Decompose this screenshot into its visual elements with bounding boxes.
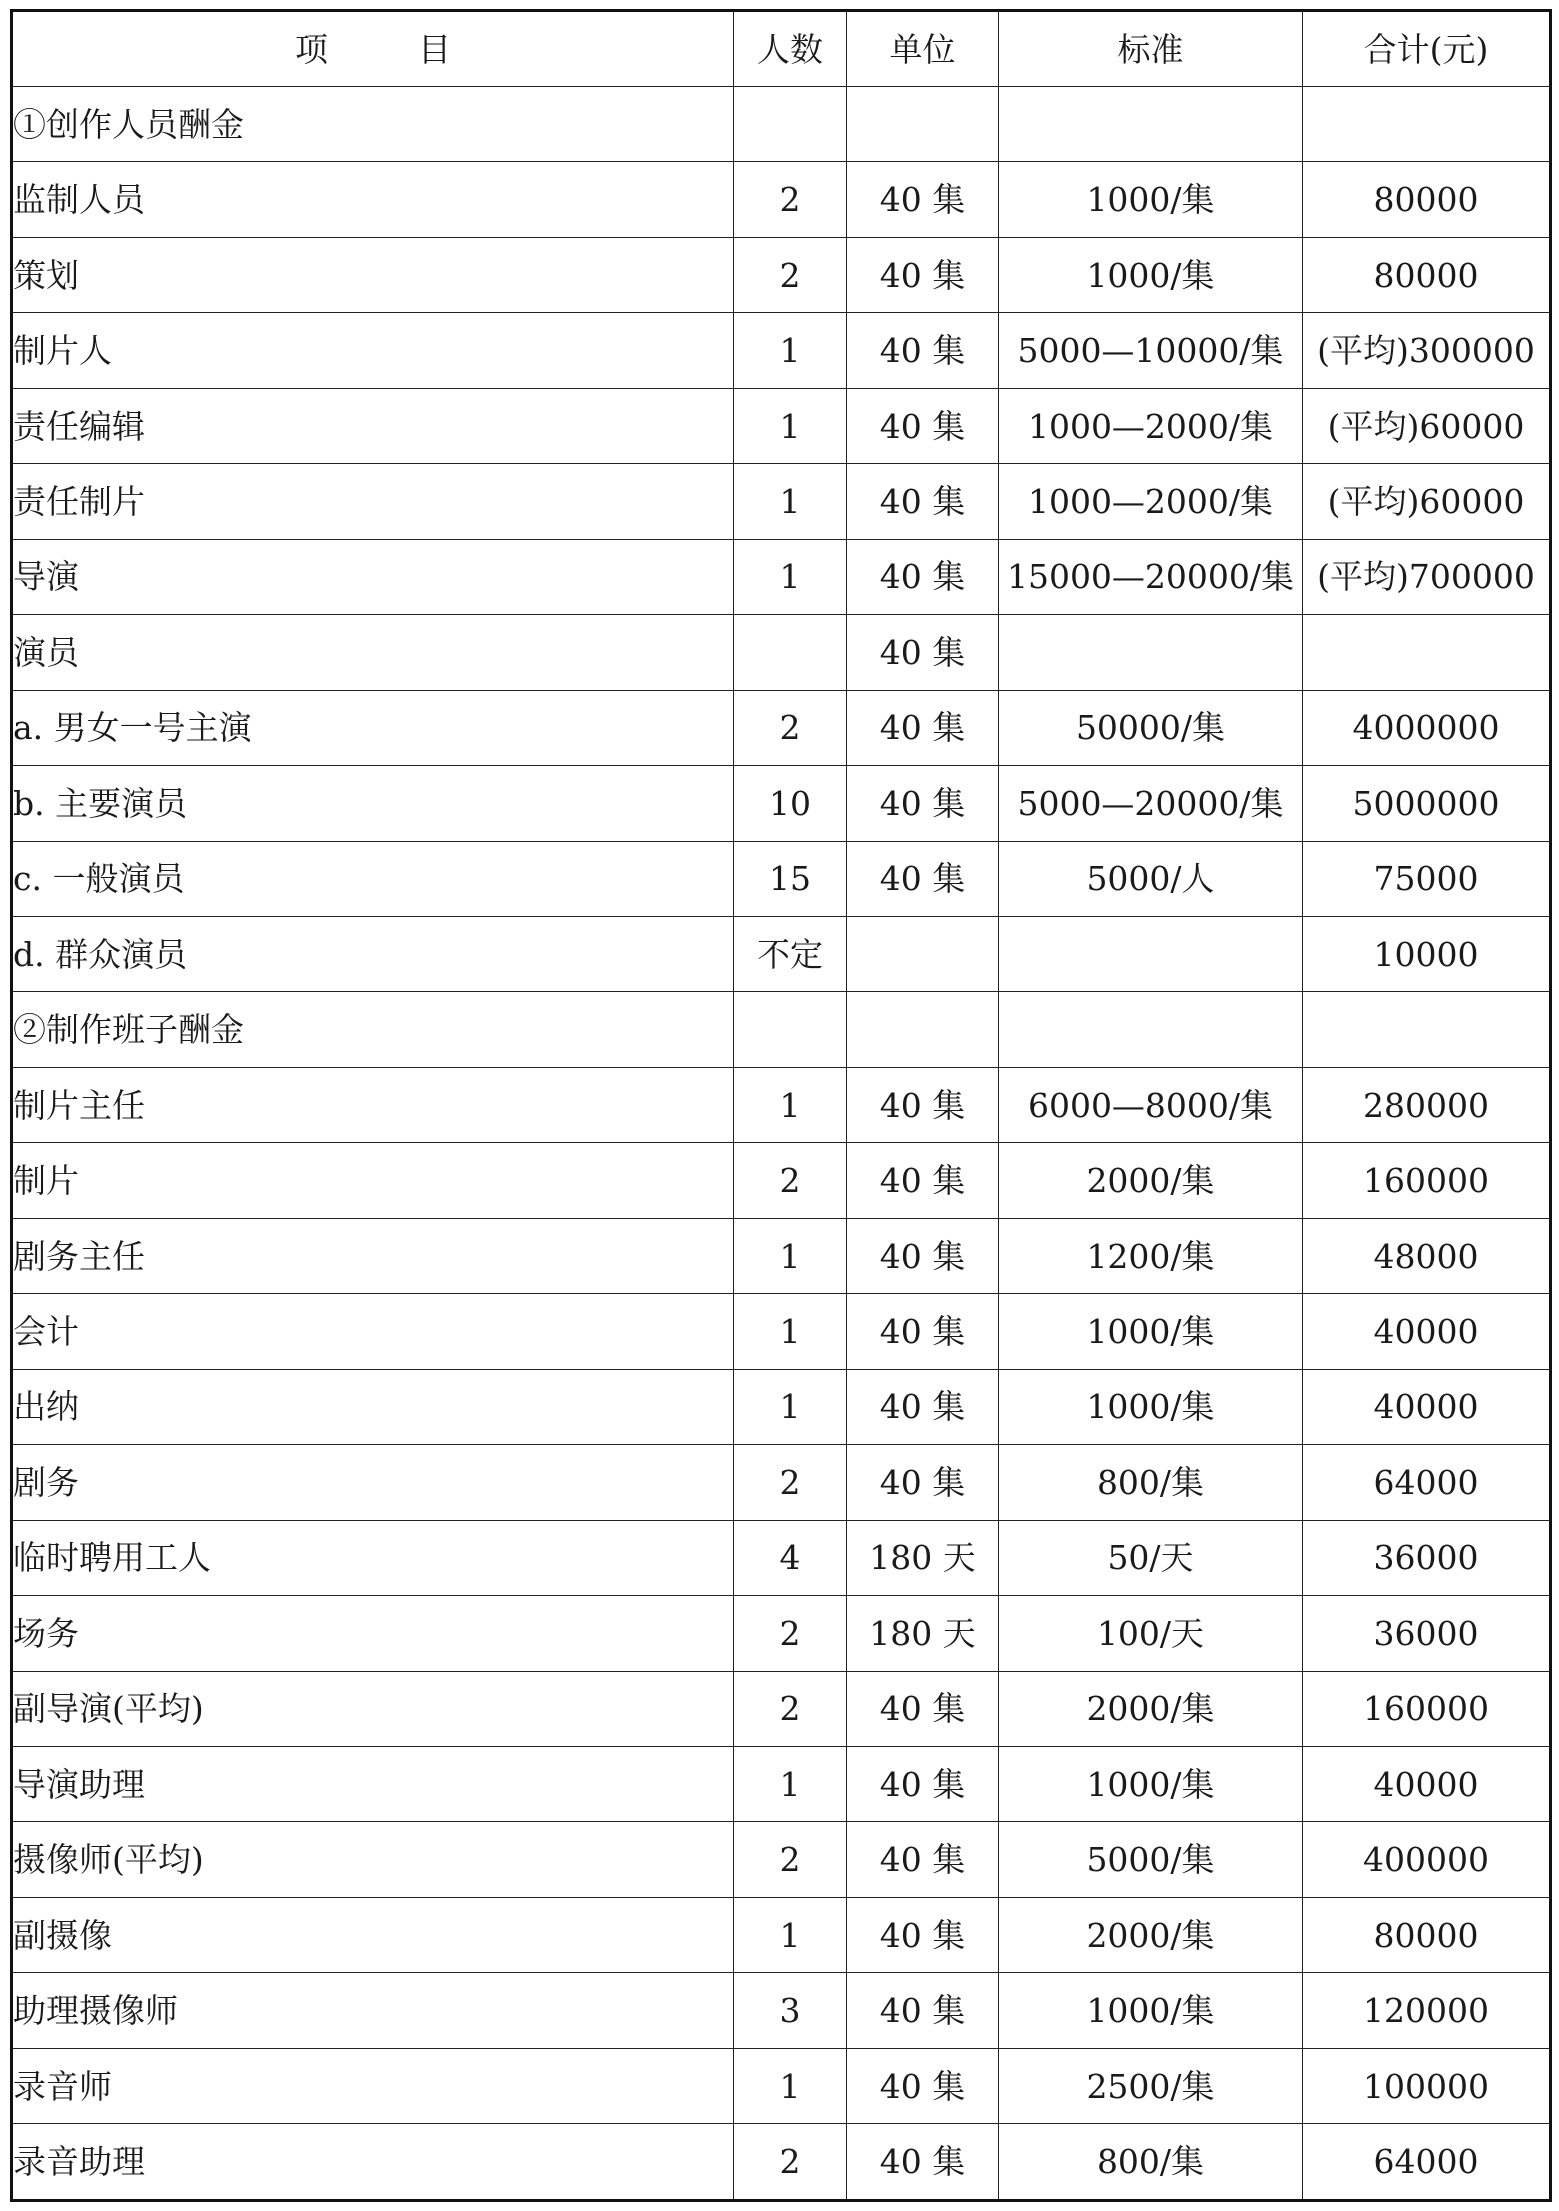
cell-item: d. 群众演员 [12, 916, 734, 991]
table-row [12, 1822, 1551, 1897]
cell-total: (平均)300000 [1303, 313, 1551, 388]
cell-item: 副导演(平均) [12, 1671, 734, 1746]
cell-count [734, 615, 847, 690]
cell-count: 1 [734, 1897, 847, 1972]
cell-total: (平均)60000 [1303, 464, 1551, 539]
header-total: 合计(元) [1303, 11, 1551, 87]
cell-total: 36000 [1303, 1596, 1551, 1671]
table-row [12, 841, 1551, 916]
cell-item: 录音师 [12, 2048, 734, 2123]
cell-unit: 40 集 [847, 1746, 999, 1821]
cell-standard: 1000/集 [999, 1294, 1303, 1369]
cell-count [734, 992, 847, 1067]
cell-total [1303, 87, 1551, 162]
cell-total: 40000 [1303, 1294, 1551, 1369]
table-row [12, 539, 1551, 614]
cell-unit: 40 集 [847, 1822, 999, 1897]
cell-count: 3 [734, 1973, 847, 2048]
cell-total: 10000 [1303, 916, 1551, 991]
cell-unit: 40 集 [847, 841, 999, 916]
cell-item: c. 一般演员 [12, 841, 734, 916]
cell-standard: 50000/集 [999, 690, 1303, 765]
cell-standard: 5000—10000/集 [999, 313, 1303, 388]
cell-item: 策划 [12, 237, 734, 312]
cell-unit: 40 集 [847, 237, 999, 312]
table-row [12, 1218, 1551, 1293]
cell-unit [847, 87, 999, 162]
cell-count: 1 [734, 539, 847, 614]
cell-unit: 180 天 [847, 1520, 999, 1595]
cell-count: 2 [734, 237, 847, 312]
cell-unit: 40 集 [847, 1143, 999, 1218]
cell-standard: 5000—20000/集 [999, 766, 1303, 841]
cell-standard: 1000/集 [999, 1973, 1303, 2048]
cell-total: 100000 [1303, 2048, 1551, 2123]
table-row [12, 690, 1551, 765]
cell-unit: 40 集 [847, 1294, 999, 1369]
cell-count [734, 87, 847, 162]
cell-count: 2 [734, 1596, 847, 1671]
cell-total [1303, 992, 1551, 1067]
cell-standard: 2500/集 [999, 2048, 1303, 2123]
cell-count: 1 [734, 464, 847, 539]
header-item [12, 11, 734, 87]
cell-total: 280000 [1303, 1067, 1551, 1142]
cell-unit: 40 集 [847, 1067, 999, 1142]
cell-unit: 40 集 [847, 1218, 999, 1293]
cell-unit: 40 集 [847, 1897, 999, 1972]
cell-unit: 40 集 [847, 464, 999, 539]
cell-item: 副摄像 [12, 1897, 734, 1972]
table-row [12, 1294, 1551, 1369]
cell-total: 160000 [1303, 1143, 1551, 1218]
table-row [12, 1143, 1551, 1218]
cell-standard [999, 87, 1303, 162]
cell-unit: 40 集 [847, 313, 999, 388]
cell-item: 摄像师(平均) [12, 1822, 734, 1897]
table-row [12, 464, 1551, 539]
cell-total: (平均)700000 [1303, 539, 1551, 614]
cell-standard [999, 916, 1303, 991]
cell-unit: 40 集 [847, 388, 999, 463]
cell-count: 2 [734, 162, 847, 237]
cell-item: 导演助理 [12, 1746, 734, 1821]
cell-count: 2 [734, 2124, 847, 2201]
cell-item: 剧务 [12, 1445, 734, 1520]
cell-total: 64000 [1303, 2124, 1551, 2201]
cell-standard: 1000—2000/集 [999, 464, 1303, 539]
cell-standard: 1000—2000/集 [999, 388, 1303, 463]
cell-count: 2 [734, 1671, 847, 1746]
cell-total: 80000 [1303, 162, 1551, 237]
cell-standard: 50/天 [999, 1520, 1303, 1595]
cell-item: 剧务主任 [12, 1218, 734, 1293]
cell-item: b. 主要演员 [12, 766, 734, 841]
table-row [12, 2124, 1551, 2201]
table-row [12, 2048, 1551, 2123]
table-row [12, 162, 1551, 237]
cell-standard: 2000/集 [999, 1897, 1303, 1972]
table-row [12, 388, 1551, 463]
table-row [12, 313, 1551, 388]
table-row [12, 1897, 1551, 1972]
table-row [12, 1445, 1551, 1520]
cell-item: 场务 [12, 1596, 734, 1671]
cell-unit: 40 集 [847, 2048, 999, 2123]
cell-standard: 800/集 [999, 2124, 1303, 2201]
table-body [12, 87, 1551, 2201]
cell-total: 48000 [1303, 1218, 1551, 1293]
cell-unit [847, 916, 999, 991]
cell-count: 4 [734, 1520, 847, 1595]
cell-count: 1 [734, 1218, 847, 1293]
section-row [12, 87, 1551, 162]
cell-total: 400000 [1303, 1822, 1551, 1897]
cell-standard: 1200/集 [999, 1218, 1303, 1293]
header-item-char-2: 目 [418, 29, 451, 69]
cell-standard: 1000/集 [999, 162, 1303, 237]
cell-total: 75000 [1303, 841, 1551, 916]
cell-item: 责任制片 [12, 464, 734, 539]
cell-item: 会计 [12, 1294, 734, 1369]
cell-unit: 40 集 [847, 1369, 999, 1444]
budget-table [10, 9, 1552, 2202]
cell-unit: 40 集 [847, 1973, 999, 2048]
cell-standard: 5000/人 [999, 841, 1303, 916]
cell-count: 1 [734, 388, 847, 463]
table-row [12, 1596, 1551, 1671]
cell-standard: 15000—20000/集 [999, 539, 1303, 614]
cell-count: 1 [734, 313, 847, 388]
cell-total: 64000 [1303, 1445, 1551, 1520]
table-row [12, 1369, 1551, 1444]
cell-count: 1 [734, 1746, 847, 1821]
cell-item: 助理摄像师 [12, 1973, 734, 2048]
header-count: 人数 [734, 11, 847, 87]
cell-count: 1 [734, 1294, 847, 1369]
cell-total: 80000 [1303, 1897, 1551, 1972]
cell-total: 40000 [1303, 1369, 1551, 1444]
cell-standard: 100/天 [999, 1596, 1303, 1671]
cell-item: 录音助理 [12, 2124, 734, 2201]
header-standard: 标准 [999, 11, 1303, 87]
cell-item: 出纳 [12, 1369, 734, 1444]
cell-total: 80000 [1303, 237, 1551, 312]
cell-total: 120000 [1303, 1973, 1551, 2048]
table-row [12, 1973, 1551, 2048]
cell-unit [847, 992, 999, 1067]
cell-standard: 5000/集 [999, 1822, 1303, 1897]
cell-standard: 6000—8000/集 [999, 1067, 1303, 1142]
header-row [12, 11, 1551, 87]
cell-total: (平均)60000 [1303, 388, 1551, 463]
cell-total: 36000 [1303, 1520, 1551, 1595]
section-row [12, 992, 1551, 1067]
cell-count: 2 [734, 1445, 847, 1520]
cell-count: 2 [734, 690, 847, 765]
cell-count: 2 [734, 1822, 847, 1897]
table-row [12, 237, 1551, 312]
cell-item: 监制人员 [12, 162, 734, 237]
table-row [12, 916, 1551, 991]
cell-count: 10 [734, 766, 847, 841]
table-row [12, 1520, 1551, 1595]
cell-standard [999, 992, 1303, 1067]
cell-item: 制片 [12, 1143, 734, 1218]
cell-unit: 40 集 [847, 1445, 999, 1520]
header-unit: 单位 [847, 11, 999, 87]
cell-item: 制片人 [12, 313, 734, 388]
cell-item: 责任编辑 [12, 388, 734, 463]
cell-count: 不定 [734, 916, 847, 991]
cell-unit: 180 天 [847, 1596, 999, 1671]
cell-item: a. 男女一号主演 [12, 690, 734, 765]
cell-standard: 1000/集 [999, 1369, 1303, 1444]
cell-total: 5000000 [1303, 766, 1551, 841]
cell-count: 2 [734, 1143, 847, 1218]
cell-count: 15 [734, 841, 847, 916]
cell-unit: 40 集 [847, 690, 999, 765]
cell-total: 4000000 [1303, 690, 1551, 765]
cell-unit: 40 集 [847, 1671, 999, 1746]
cell-standard: 1000/集 [999, 1746, 1303, 1821]
cell-standard: 2000/集 [999, 1143, 1303, 1218]
cell-unit: 40 集 [847, 615, 999, 690]
header-item-char-1: 项 [295, 29, 328, 69]
cell-item: 导演 [12, 539, 734, 614]
table-row [12, 615, 1551, 690]
cell-item: ①创作人员酬金 [12, 87, 734, 162]
cell-count: 1 [734, 1067, 847, 1142]
table-row [12, 1067, 1551, 1142]
cell-unit: 40 集 [847, 766, 999, 841]
cell-count: 1 [734, 1369, 847, 1444]
table-row [12, 766, 1551, 841]
cell-item: 演员 [12, 615, 734, 690]
cell-unit: 40 集 [847, 2124, 999, 2201]
cell-total [1303, 615, 1551, 690]
table-row [12, 1671, 1551, 1746]
cell-standard: 1000/集 [999, 237, 1303, 312]
cell-unit: 40 集 [847, 539, 999, 614]
cell-total: 40000 [1303, 1746, 1551, 1821]
cell-unit: 40 集 [847, 162, 999, 237]
cell-count: 1 [734, 2048, 847, 2123]
cell-item: ②制作班子酬金 [12, 992, 734, 1067]
table-row [12, 1746, 1551, 1821]
cell-standard: 2000/集 [999, 1671, 1303, 1746]
cell-item: 临时聘用工人 [12, 1520, 734, 1595]
cell-total: 160000 [1303, 1671, 1551, 1746]
cell-standard: 800/集 [999, 1445, 1303, 1520]
cell-standard [999, 615, 1303, 690]
cell-item: 制片主任 [12, 1067, 734, 1142]
